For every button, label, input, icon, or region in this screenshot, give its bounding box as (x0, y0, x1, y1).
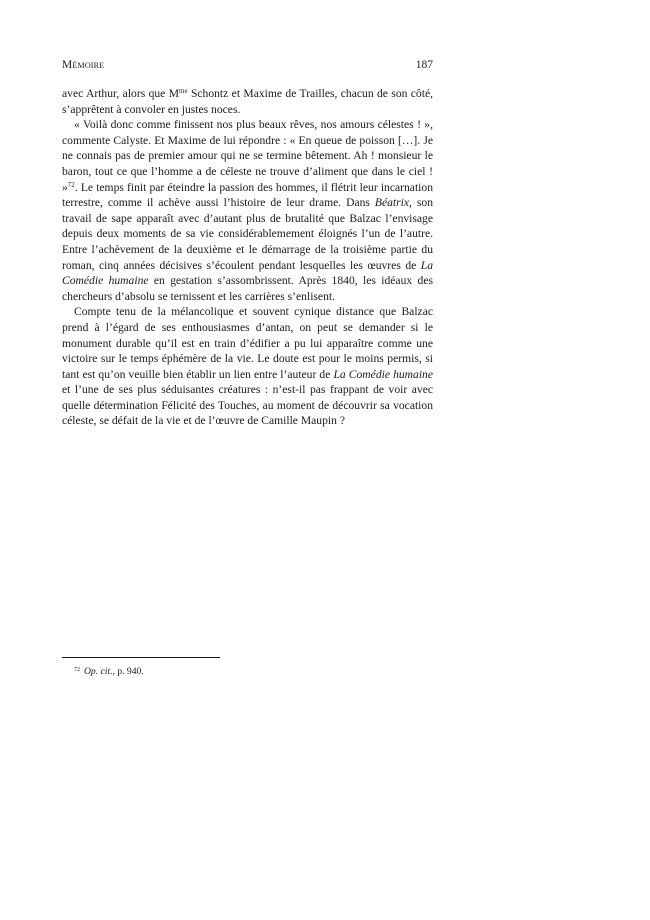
paragraph-1 (62, 86, 433, 117)
running-header (62, 58, 433, 72)
superscript-me: me (179, 87, 188, 95)
page-number: 187 (415, 59, 433, 71)
title-comedie-humaine: La Comédie humaine (333, 367, 433, 381)
running-title: Mémoire (62, 59, 105, 71)
text-segment: , son travail de sape apparaît avec d’autant plus de brutalité que Balzac l’envisage depuis deux moments de sa vie considérablemement éloignés l’un de l’autre. Entre l’achèvement de la deuxième et le démarrage de la troisième partie du roman, cinq années décisives s’écoulent pendant lesquelles les œuvres de (62, 196, 433, 272)
text-segment: « Voilà donc comme finissent nos plus beaux rêves, nos amours célestes ! », commente Calyste. Et Maxime de lui répondre : « En queue de poisson […]. Je ne connais pas de premier amour qui ne se termine bêtement. Ah ! monsieur le baron, tout ce que l’homme a de céleste ne trouve d’aliment que dans le ciel ! » (62, 118, 433, 194)
text-segment: Schontz et Maxime de Trailles, chacun de son côté, s’apprêtent à convoler en justes noces. (62, 87, 433, 116)
footnote-72 (62, 666, 433, 678)
footnote-number: 72 (74, 667, 80, 673)
text-segment: avec Arthur, alors que M (62, 87, 180, 100)
paragraph-2 (62, 117, 433, 304)
text-segment: Compte tenu de la mélancolique et souvent cynique distance que Balzac prend à l’égard de ses enthousiasmes d’antan, on peut se demander si le monument durable qu’il est en train d’édifier a pu lui apparaître comme une victoire sur le temps éphémère de la vie. Le doute est pour le moins permis, si tant est qu’on veuille bien établir un lien entre l’auteur de (62, 305, 433, 381)
footnote-page-ref: , p. 940. (112, 666, 144, 677)
text-segment: et l’une de ses plus séduisantes créatures : n’est-il pas frappant de voir avec quelle détermination Félicité des Touches, au moment de découvrir sa vocation céleste, se défait de la vie et de l’œuvre de Camille Maupin ? (62, 383, 433, 428)
title-beatrix: Béatrix (374, 196, 410, 210)
footnote-ref-72[interactable]: 72 (67, 180, 75, 189)
text-segment: . Le temps finit par éteindre la passion des hommes, il flétrit leur incarnation terrestre, comme il achève aussi l’histoire de leur drame. Dans (62, 180, 433, 210)
text-segment: en gestation s’assombrissent. Après 1840, les idéaux des chercheurs d’absolu se ternissent et les carrières s’enlisent. (62, 274, 433, 303)
footnote-divider (62, 657, 220, 658)
title-comedie-humaine: La Comédie humaine (62, 258, 433, 288)
footnote-citation: Op. cit. (84, 666, 113, 677)
body-text (62, 86, 433, 429)
paragraph-3 (62, 304, 433, 429)
